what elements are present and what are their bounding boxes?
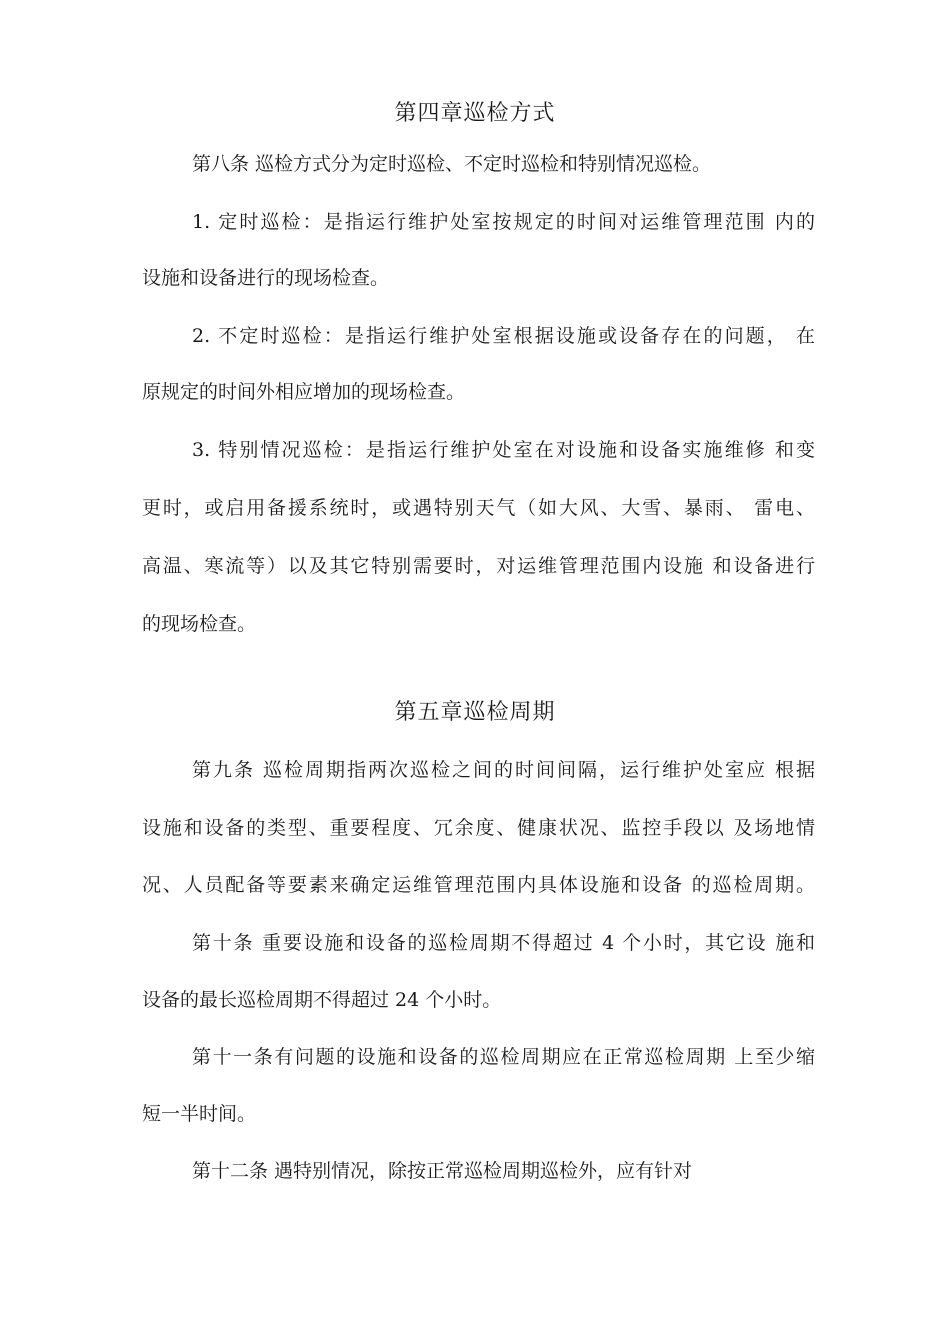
item-1-line-1: 1. 定时巡检：是指运行维护处室按规定的时间对运维管理范围 内的 bbox=[192, 211, 815, 233]
article-11-line-2: 短一半时间。 bbox=[142, 1103, 257, 1125]
item-3-line-1: 3. 特别情况巡检：是指运行维护处室在对设施和设备实施维修 和变 bbox=[192, 439, 815, 461]
item-3-line-4: 的现场检查。 bbox=[142, 613, 257, 635]
item-2-line-2: 原规定的时间外相应增加的现场检查。 bbox=[142, 381, 466, 403]
article-12-line-1: 第十二条 遇特别情况，除按正常巡检周期巡检外，应有针对 bbox=[192, 1160, 693, 1182]
item-3-line-3: 高温、寒流等）以及其它特别需要时，对运维管理范围内设施 和设备进行 bbox=[142, 555, 815, 577]
article-9-line-2: 设施和设备的类型、重要程度、冗余度、健康状况、监控手段以 及场地情 bbox=[142, 817, 815, 839]
article-10-line-2: 设备的最长巡检周期不得超过 24 个小时。 bbox=[142, 989, 502, 1011]
article-8-line-1: 第八条 巡检方式分为定时巡检、不定时巡检和特别情况巡检。 bbox=[192, 153, 712, 175]
article-10-line-1: 第十条 重要设施和设备的巡检周期不得超过 4 个小时，其它设 施和 bbox=[192, 932, 815, 954]
article-9-line-1: 第九条 巡检周期指两次巡检之间的时间间隔，运行维护处室应 根据 bbox=[192, 759, 815, 781]
item-1-line-2: 设施和设备进行的现场检查。 bbox=[142, 267, 390, 289]
article-11-line-1: 第十一条有问题的设施和设备的巡检周期应在正常巡检周期 上至少缩 bbox=[192, 1046, 815, 1068]
chapter-5-title: 第五章巡检周期 bbox=[394, 700, 556, 725]
chapter-4-title: 第四章巡检方式 bbox=[394, 101, 556, 126]
item-2-line-1: 2. 不定时巡检：是指运行维护处室根据设施或设备存在的问题， 在 bbox=[192, 325, 815, 347]
item-3-line-2: 更时，或启用备援系统时，或遇特别天气（如大风、大雪、暴雨、 雷电、 bbox=[142, 497, 815, 519]
article-9-line-3: 况、人员配备等要素来确定运维管理范围内具体设施和设备 的巡检周期。 bbox=[142, 874, 815, 896]
